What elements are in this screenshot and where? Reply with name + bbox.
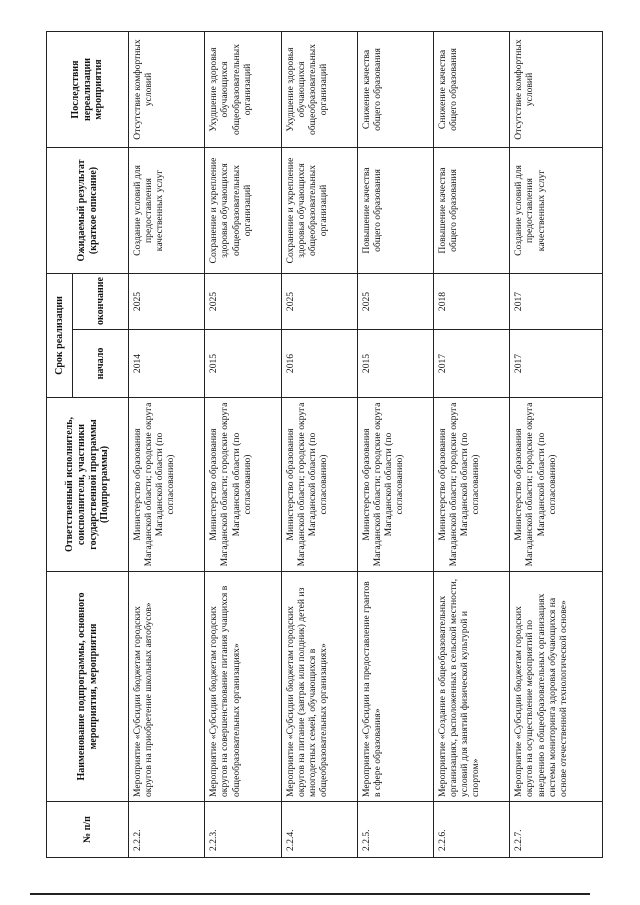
row-result: Повышение качества общего образования — [357, 148, 433, 274]
row-result: Создание условий для предоставления качественных услуг — [510, 148, 603, 274]
row-num: 2.2.6. — [434, 802, 510, 858]
row-name: Мероприятие «Субсидии на предоставление грантов в сфере образования» — [357, 572, 433, 802]
row-consequence: Ухудшение здоровья обучающихся общеобразовательных организаций — [281, 32, 357, 148]
row-end: 2025 — [205, 274, 281, 330]
header-end: окончание — [73, 274, 129, 330]
row-num: 2.2.3. — [205, 802, 281, 858]
row-name: Мероприятие «Субсидии бюджетам городских округов на питание (завтрак или полдник) детей из многодетных семей, обучающихся в общеобразовательных организациях» — [281, 572, 357, 802]
header-result: Ожидаемый результат (краткое описание) — [47, 148, 129, 274]
row-consequence: Снижение качества общего образования — [434, 32, 510, 148]
row-executor: Министерство образования Магаданской области; городские округа Магаданской области (по согласованию) — [434, 398, 510, 572]
table-row — [434, 32, 510, 858]
row-executor: Министерство образования Магаданской области; городские округа Магаданской области (по согласованию) — [129, 398, 205, 572]
row-start: 2014 — [129, 330, 205, 398]
row-name: Мероприятие «Создание в общеобразовательных организациях, расположенных в сельской местности, условий для занятий физической культурой и спортом» — [434, 572, 510, 802]
table-row — [129, 32, 205, 858]
header-term: Срок реализации — [47, 274, 73, 398]
row-result: Повышение качества общего образования — [434, 148, 510, 274]
row-start: 2017 — [434, 330, 510, 398]
row-result: Сохранение и укрепление здоровья обучающихся общеобразовательных организаций — [281, 148, 357, 274]
row-start: 2015 — [205, 330, 281, 398]
table-row — [510, 32, 603, 858]
row-num: 2.2.5. — [357, 802, 433, 858]
scan-edge-line — [30, 893, 590, 895]
row-consequence: Отсутствие комфортных условий — [510, 32, 603, 148]
row-consequence: Ухудшение здоровья обучающихся общеобразовательных организаций — [205, 32, 281, 148]
row-end: 2025 — [281, 274, 357, 330]
row-num: 2.2.7. — [510, 802, 603, 858]
table-row — [357, 32, 433, 858]
row-end: 2017 — [510, 274, 603, 330]
row-end: 2025 — [129, 274, 205, 330]
table-row — [281, 32, 357, 858]
rotated-table-wrapper — [46, 32, 603, 858]
row-executor: Министерство образования Магаданской области; городские округа Магаданской области (по согласованию) — [357, 398, 433, 572]
header-start: начало — [73, 330, 129, 398]
row-name: Мероприятие «Субсидии бюджетам городских округов на приобретение школьных автобусов» — [129, 572, 205, 802]
header-consequence: Последствия нереализации мероприятия — [47, 32, 129, 148]
row-executor: Министерство образования Магаданской области; городские округа Магаданской области (по согласованию) — [510, 398, 603, 572]
row-end: 2018 — [434, 274, 510, 330]
row-result: Создание условий для предоставления качественных услуг — [129, 148, 205, 274]
row-consequence: Отсутствие комфортных условий — [129, 32, 205, 148]
row-name: Мероприятие «Субсидии бюджетам городских округов на осуществление мероприятий по внедрению в общеобразовательных организациях системы мониторинга здоровья обучающихся на основе отечественной технологической основе» — [510, 572, 603, 802]
row-start: 2016 — [281, 330, 357, 398]
header-name: Наименование подпрограммы, основного мероприятия, мероприятия — [47, 572, 129, 802]
header-executor: Ответственный исполнитель, соисполнители, участники государственной программы (Подпрограммы) — [47, 398, 129, 572]
row-start: 2015 — [357, 330, 433, 398]
row-consequence: Снижение качества общего образования — [357, 32, 433, 148]
row-num: 2.2.2. — [129, 802, 205, 858]
header-num: № п/п — [47, 802, 129, 858]
row-result: Сохранение и укрепление здоровья обучающихся общеобразовательных организаций — [205, 148, 281, 274]
row-end: 2025 — [357, 274, 433, 330]
table-row — [205, 32, 281, 858]
measures-table — [46, 31, 603, 858]
row-executor: Министерство образования Магаданской области; городские округа Магаданской области (по согласованию) — [205, 398, 281, 572]
row-executor: Министерство образования Магаданской области; городские округа Магаданской области (по согласованию) — [281, 398, 357, 572]
row-num: 2.2.4. — [281, 802, 357, 858]
row-name: Мероприятие «Субсидии бюджетам городских округов на совершенствование питания учащихся в общеобразовательных организациях» — [205, 572, 281, 802]
row-start: 2017 — [510, 330, 603, 398]
